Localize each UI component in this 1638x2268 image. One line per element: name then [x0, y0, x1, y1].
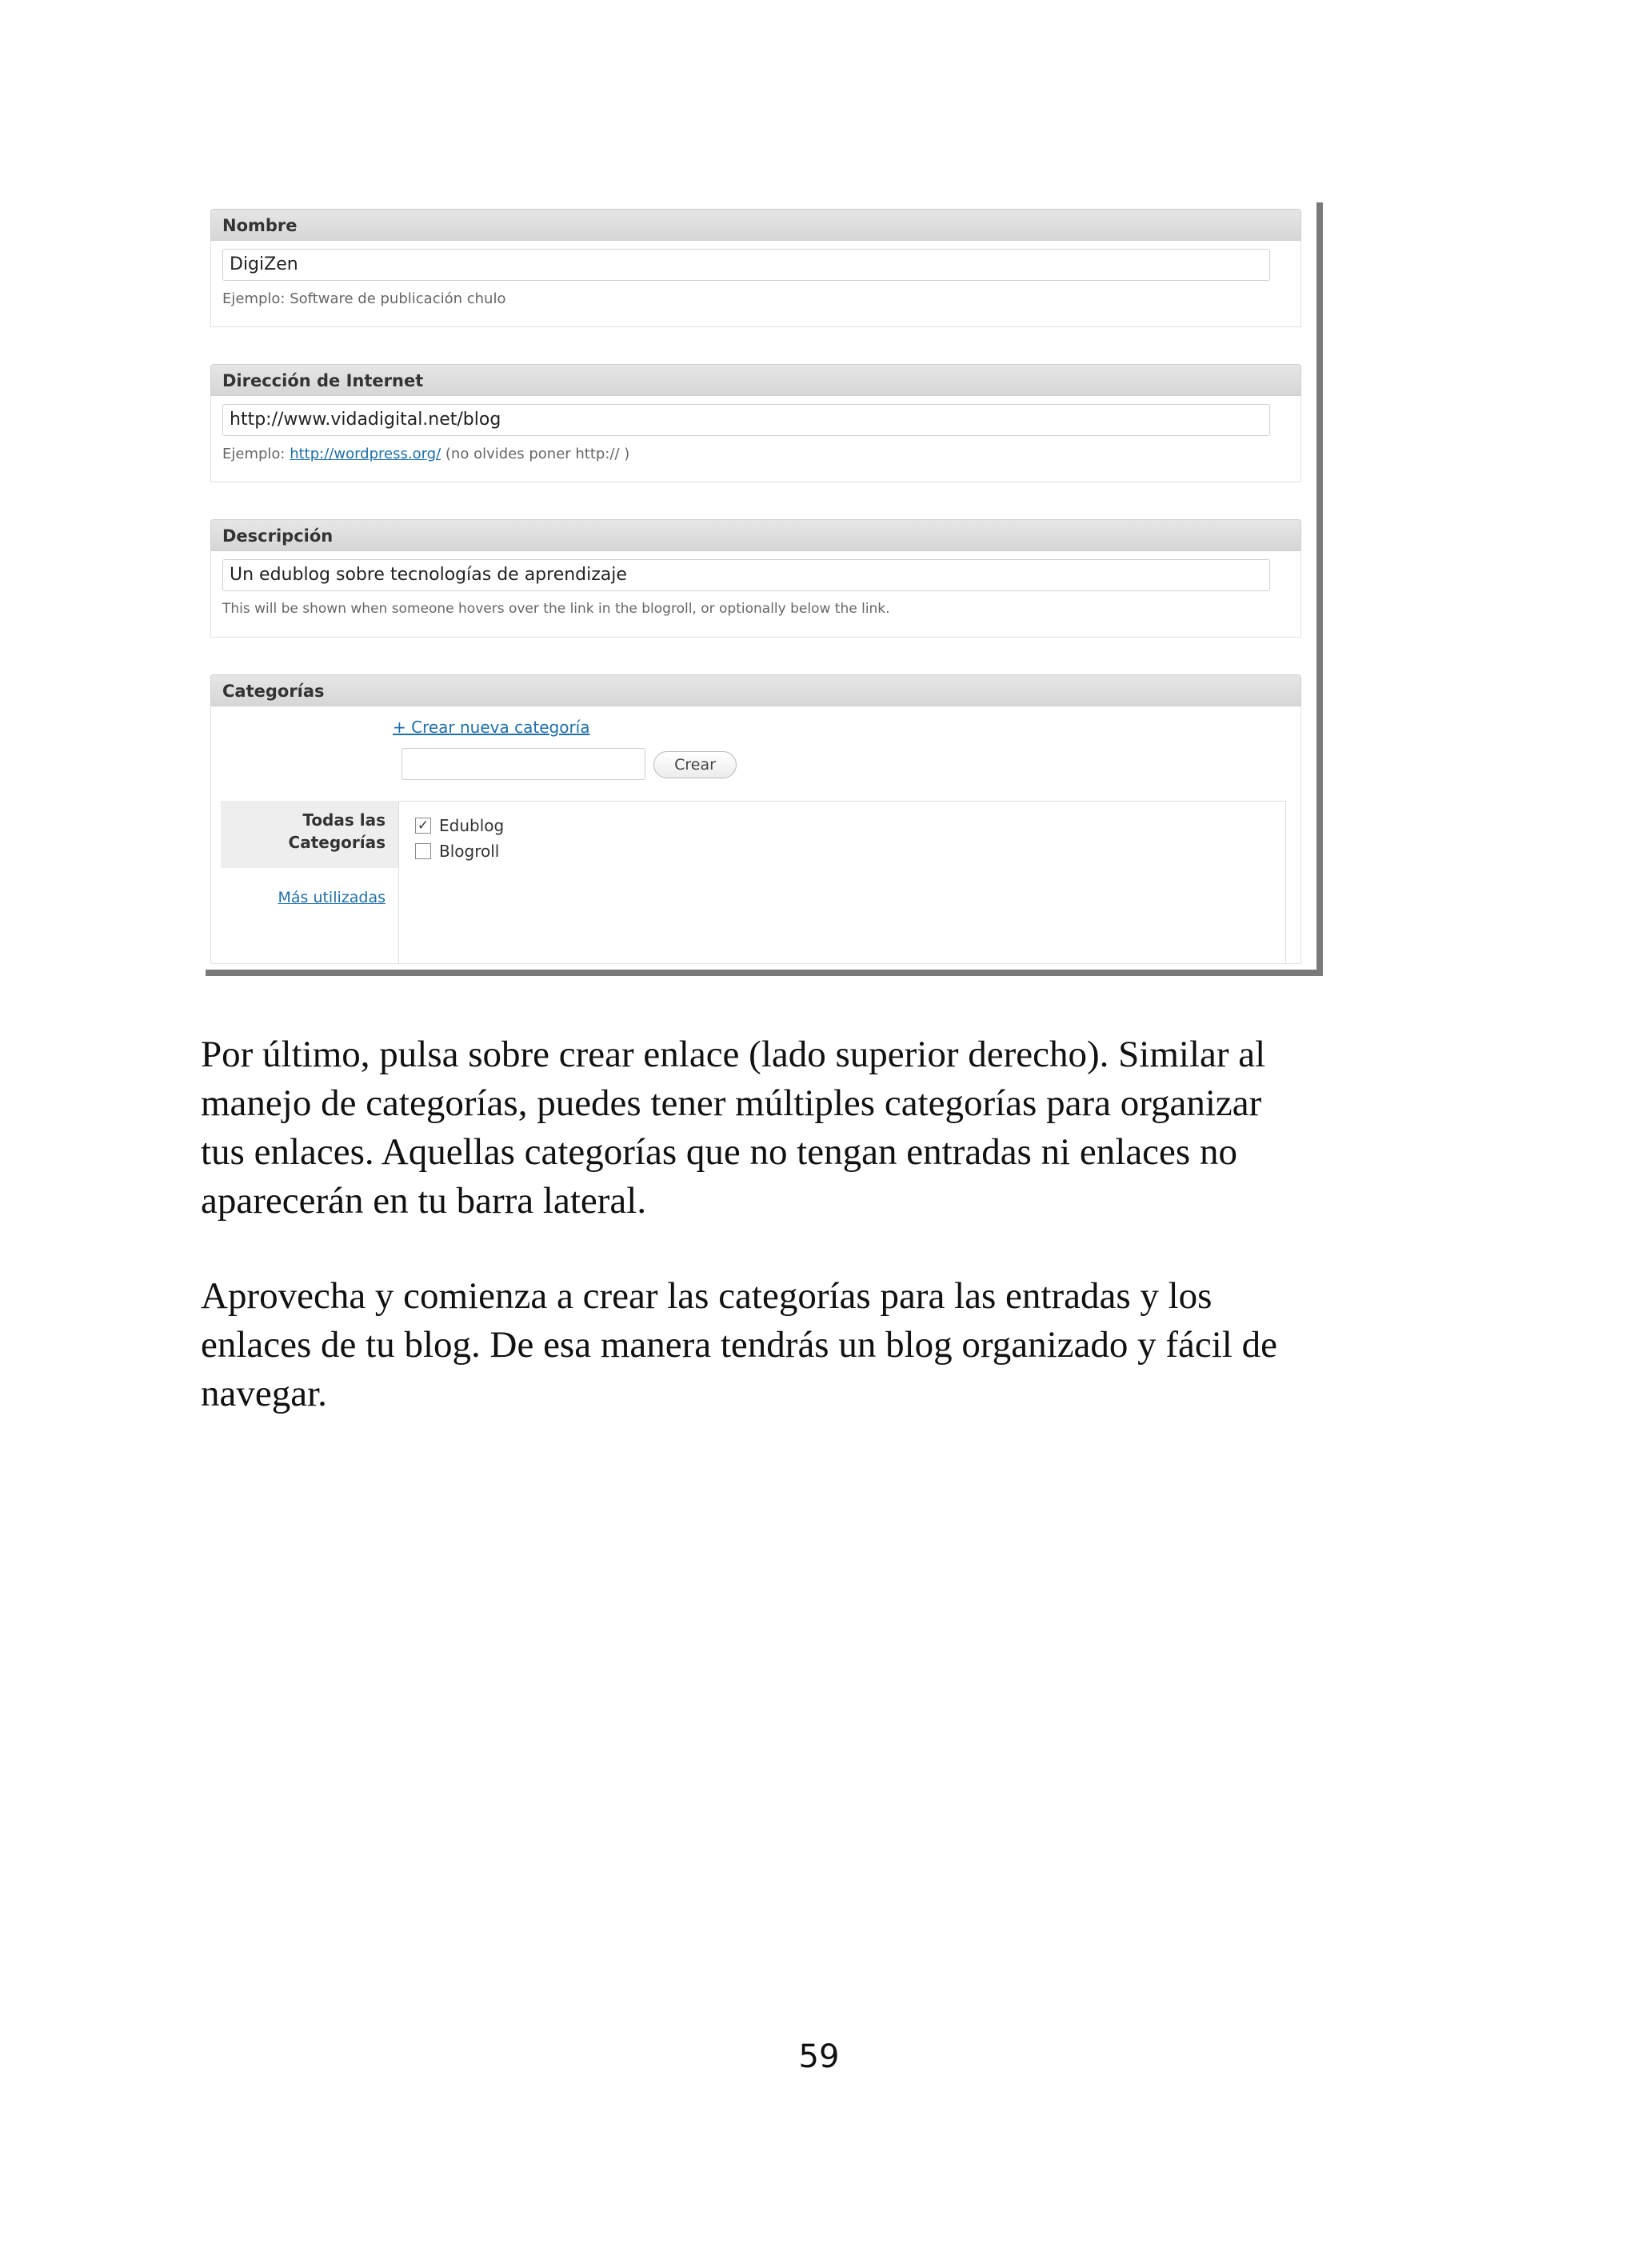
direccion-label: Dirección de Internet [210, 364, 1301, 396]
descripcion-panel [210, 519, 1301, 638]
wordpress-example-link[interactable]: http://wordpress.org/ [290, 446, 441, 462]
paragraph-1 [201, 1030, 1448, 1226]
screenshot-figure [206, 202, 1323, 976]
direccion-panel [210, 364, 1301, 482]
edublog-checkbox[interactable]: ✓ [415, 818, 431, 834]
blogroll-label: Blogroll [439, 842, 500, 861]
descripcion-input[interactable]: Un edublog sobre tecnologías de aprendizaje [222, 559, 1270, 591]
page-number: 59 [798, 2038, 840, 2075]
categorias-panel [210, 674, 1301, 964]
nombre-hint: Ejemplo: Software de publicación chulo [222, 290, 506, 307]
paragraph-2-line: enlaces de tu blog. De esa manera tendrás un blog organizado y fácil de [201, 1324, 1277, 1366]
direccion-input[interactable]: http://www.vidadigital.net/blog [222, 404, 1270, 436]
tab-most-used[interactable]: Más utilizadas [278, 889, 386, 906]
direccion-hint [222, 446, 1289, 462]
category-checklist [398, 801, 1286, 964]
paragraph-1-line: tus enlaces. Aquellas categorías que no tengan entradas ni enlaces no [201, 1131, 1237, 1173]
direccion-hint-prefix: Ejemplo: [222, 446, 290, 462]
direccion-hint-suffix: (no olvides poner http:// ) [441, 446, 630, 462]
paragraph-2-line: Aprovecha y comienza a crear las categorías para las entradas y los [201, 1275, 1213, 1317]
categorias-body [210, 706, 1301, 964]
tab-all-line1: Todas las [302, 810, 386, 830]
blogroll-checkbox[interactable] [415, 843, 431, 859]
tab-all-line2: Categorías [288, 833, 386, 852]
paragraph-2 [201, 1272, 1448, 1418]
category-tabs [221, 801, 398, 906]
nombre-label: Nombre [210, 209, 1301, 241]
category-item-edublog[interactable] [415, 813, 1269, 838]
tab-all-categories[interactable] [221, 801, 398, 868]
new-category-link[interactable]: + Crear nueva categoría [393, 718, 590, 737]
new-category-input[interactable] [402, 748, 645, 780]
categorias-label: Categorías [210, 674, 1301, 706]
paragraph-1-line: Por último, pulsa sobre crear enlace (lado superior derecho). Similar al [201, 1034, 1266, 1075]
paragraph-2-line: navegar. [201, 1373, 327, 1414]
paragraph-1-line: manejo de categorías, puedes tener múltiples categorías para organizar [201, 1082, 1262, 1124]
descripcion-hint: This will be shown when someone hovers over the link in the blogroll, or optionally below the link. [222, 601, 890, 617]
nombre-panel [210, 209, 1301, 327]
nombre-input[interactable]: DigiZen [222, 249, 1270, 281]
create-category-button[interactable]: Crear [653, 751, 737, 778]
descripcion-label: Descripción [210, 519, 1301, 551]
category-item-blogroll[interactable] [415, 838, 1269, 864]
paragraph-1-line: aparecerán en tu barra lateral. [201, 1180, 647, 1222]
edublog-label: Edublog [439, 816, 505, 835]
